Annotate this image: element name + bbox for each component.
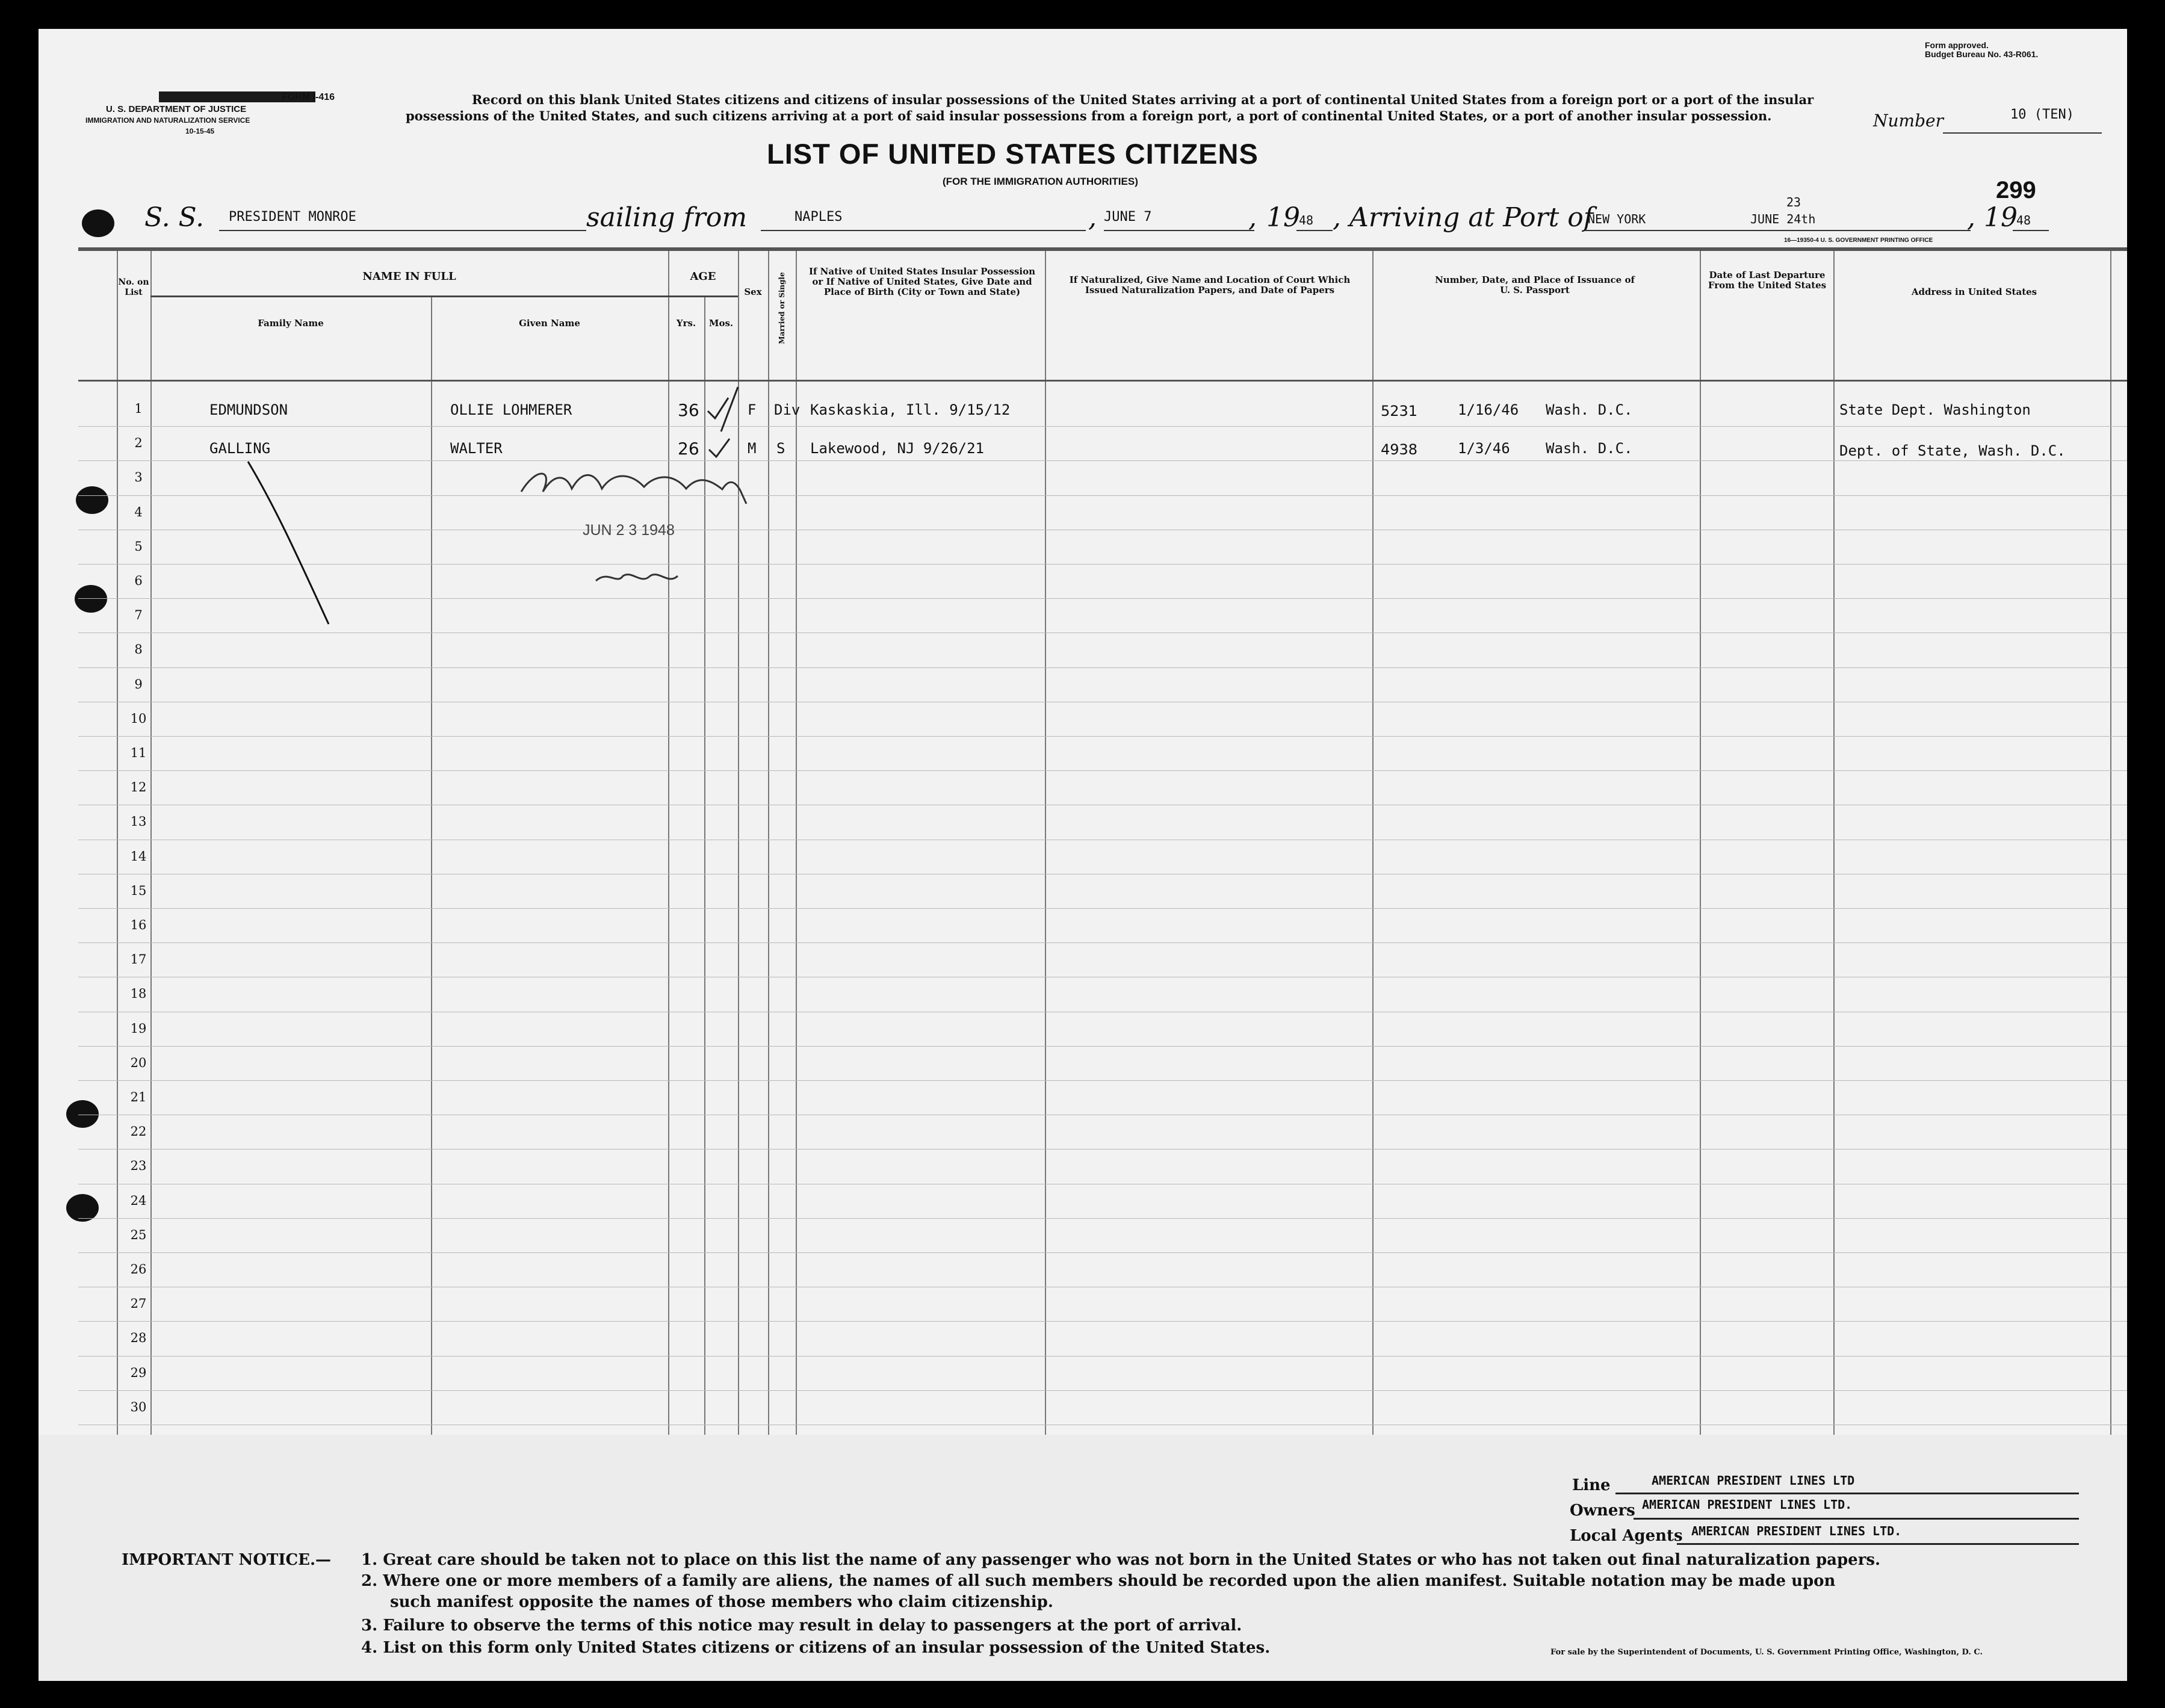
passenger-2-passport-place: Wash. D.C. (1546, 440, 1633, 457)
passenger-1-given: OLLIE LOHMERER (450, 401, 572, 418)
dept-name: U. S. DEPARTMENT OF JUSTICE (106, 104, 247, 114)
notice-3: 3. Failure to observe the terms of this notice may result in delay to passengers at the port of arrival. (361, 1617, 1242, 1635)
sail-year-underline (1296, 230, 1333, 231)
notice-1: 1. Great care should be taken not to place on this list the name of any passenger who was not born in the United States or who has not taken out final naturalization papers. (361, 1551, 1881, 1569)
row-number: 30 (130, 1399, 147, 1414)
tick-slash (721, 387, 738, 432)
passenger-2-family: GALLING (209, 440, 271, 457)
row-number: 11 (130, 746, 147, 760)
col-married-text: Married or Single (778, 272, 786, 344)
row-number: 23 (130, 1159, 147, 1174)
comma-2: , (1248, 202, 1257, 233)
passenger-1-passport-place: Wash. D.C. (1546, 401, 1633, 418)
ss-label: S. S. (144, 202, 205, 233)
row-number: 7 (134, 608, 143, 623)
row-number: 29 (130, 1365, 147, 1380)
handwritten-annotations (78, 251, 2127, 1438)
sail-date: JUNE 7 (1104, 209, 1152, 224)
arriving-label: , Arriving at Port of (1333, 202, 1594, 233)
row-number: 22 (130, 1124, 147, 1139)
col-family-name: Family Name (258, 318, 324, 329)
number-label: Number (1873, 111, 1944, 131)
notice-4: 4. List on this form only United States citizens or citizens of an insular possession of the United States. (361, 1639, 1271, 1657)
comma-3: , (1967, 202, 1975, 233)
passenger-2-passport-date: 1/3/46 (1458, 440, 1510, 457)
passenger-1-yrs: 36 (678, 400, 699, 420)
dept-service: IMMIGRATION AND NATURALIZATION SERVICE (85, 116, 250, 125)
check-mark-2 (709, 439, 729, 457)
year-prefix-1: 19 (1266, 202, 1300, 233)
row-number: 6 (134, 574, 143, 588)
inspection-stamp: JUN 2 3 1948 (583, 522, 675, 539)
col-sex: Sex (744, 286, 762, 297)
row-number: 16 (130, 918, 147, 932)
row-number: 1 (134, 401, 143, 416)
row-number: 3 (134, 470, 143, 485)
col-yrs: Yrs. (676, 318, 696, 329)
page-title: LIST OF UNITED STATES CITIZENS (767, 138, 1259, 170)
record-instructions: Record on this blank United States citizens and citizens of insular possessions of the United States arriving at a port of continental United States from a foreign port or a port of the insular possessions of the United States, and such citizens arriving at a port of said insular possessions from a foreign port, a port of continental United States, or a port of another insular possession. (406, 92, 1814, 123)
row-number: 10 (130, 711, 147, 726)
row-number: 19 (130, 1021, 147, 1036)
col-name-in-full: NAME IN FULL (362, 270, 456, 283)
arrival-year: 48 (2016, 213, 2031, 227)
passenger-2-marital: S (776, 440, 785, 457)
passenger-2-birth: Lakewood, NJ 9/26/21 (810, 440, 984, 457)
arriving-text: Arriving at Port of (1349, 202, 1594, 233)
initials-scrawl (596, 575, 678, 581)
row-number: 17 (130, 952, 147, 967)
agents-value: AMERICAN PRESIDENT LINES LTD. (1691, 1524, 1902, 1538)
row-number: 26 (130, 1262, 147, 1276)
year-prefix-2: 19 (1984, 202, 2018, 233)
notice-heading: IMPORTANT NOTICE.— (122, 1551, 332, 1569)
agents-label: Local Agents (1570, 1527, 1683, 1545)
arrival-date: JUNE 24th (1750, 212, 1816, 226)
row-number: 24 (130, 1193, 147, 1208)
from-port: NAPLES (794, 209, 843, 224)
from-port-underline (761, 230, 1086, 231)
owners-label: Owners (1570, 1502, 1635, 1520)
passenger-1-birth: Kaskaskia, Ill. 9/15/12 (810, 401, 1011, 418)
col-age: AGE (690, 270, 716, 283)
col-native: If Native of United States Insular Possession or If Native of United States, Give Date and Place of Birth (City or Town and State) (808, 266, 1036, 297)
page-subtitle: (FOR THE IMMIGRATION AUTHORITIES) (943, 176, 1138, 187)
row-number: 28 (130, 1331, 147, 1346)
passenger-2-sex: M (748, 440, 757, 457)
col-address: Address in United States (1911, 286, 2037, 297)
line-label: Line (1572, 1476, 1611, 1494)
long-pen-stroke (248, 462, 329, 624)
passenger-2-given: WALTER (450, 440, 503, 457)
passenger-2-address: Dept. of State, Wash. D.C. (1839, 442, 2066, 459)
sale-line: For sale by the Superintendent of Documents, U. S. Government Printing Office, Washington, D. C. (1550, 1648, 1983, 1657)
col-no: No. on List (118, 277, 149, 297)
row-number: 13 (130, 814, 147, 829)
passenger-2-yrs: 26 (678, 439, 699, 459)
col-naturalized: If Naturalized, Give Name and Location of Court Which Issued Naturalization Papers, and Date of Papers (1069, 274, 1351, 295)
row-number: 27 (130, 1296, 147, 1311)
ship-name: PRESIDENT MONROE (229, 209, 356, 224)
check-mark-1 (708, 398, 728, 418)
owners-value: AMERICAN PRESIDENT LINES LTD. (1642, 1497, 1853, 1512)
passenger-1-marital: Div (774, 401, 801, 418)
punch-hole (82, 209, 114, 237)
row-number: 15 (130, 883, 147, 898)
form-approved: Form approved. Budget Bureau No. 43-R061. (1925, 40, 2039, 59)
ship-underline (219, 230, 586, 231)
passenger-1-sex: F (748, 401, 757, 418)
row-number: 20 (130, 1055, 147, 1070)
row-number: 14 (130, 849, 147, 864)
passenger-1-passport-date: 1/16/46 (1458, 401, 1519, 418)
gpo-line: 16—19350-4 U. S. GOVERNMENT PRINTING OFFICE (1784, 237, 1933, 244)
dept-date: 10-15-45 (185, 127, 215, 135)
arrival-port-underline (1585, 230, 1971, 231)
sail-date-underline (1104, 230, 1254, 231)
citizens-table (78, 247, 2127, 1438)
row-number: 5 (134, 539, 143, 554)
passenger-2-passport-no: 4938 (1381, 441, 1418, 458)
inspector-signature (521, 474, 746, 504)
row-number: 25 (130, 1227, 147, 1242)
form-id: FORM I-416 (282, 92, 335, 102)
passenger-1-passport-no: 5231 (1381, 403, 1418, 419)
arrival-date-correction: 23 (1786, 195, 1801, 209)
owners-underline (1634, 1518, 2079, 1520)
arrival-port: NEW YORK (1588, 212, 1646, 226)
notice-2a: 2. Where one or more members of a family are aliens, the names of all such members should be recorded upon the alien manifest. Suitable notation may be made upon (361, 1572, 1836, 1590)
number-underline (1943, 132, 2102, 134)
row-number: 12 (130, 780, 147, 795)
row-number: 9 (134, 676, 143, 692)
page-number: 299 (1996, 177, 2036, 203)
col-given-name: Given Name (519, 318, 580, 329)
row-number: 4 (134, 504, 143, 519)
line-underline (1615, 1493, 2079, 1494)
line-value: AMERICAN PRESIDENT LINES LTD (1652, 1473, 1855, 1488)
row-number: 18 (130, 986, 147, 1001)
row-number: 8 (134, 642, 143, 657)
col-last-departure: Date of Last Departure From the United States (1708, 270, 1827, 291)
agents-underline (1677, 1543, 2079, 1545)
row-number: 21 (130, 1090, 147, 1104)
arrival-year-underline (2013, 230, 2049, 231)
comma-1: , (1088, 202, 1097, 233)
col-mos: Mos. (708, 318, 734, 329)
manifest-form (39, 29, 2127, 1681)
number-value: 10 (TEN) (2010, 107, 2074, 122)
row-number: 2 (134, 436, 143, 451)
col-passport: Number, Date, and Place of Issuance of U. S. Passport (1435, 274, 1635, 295)
passenger-1-address: State Dept. Washington (1839, 401, 2031, 418)
passenger-1-family: EDMUNDSON (209, 401, 288, 418)
sailing-label: sailing from (586, 202, 748, 233)
sail-year: 48 (1299, 213, 1314, 227)
notice-2b: such manifest opposite the names of those members who claim citizenship. (390, 1593, 1053, 1611)
